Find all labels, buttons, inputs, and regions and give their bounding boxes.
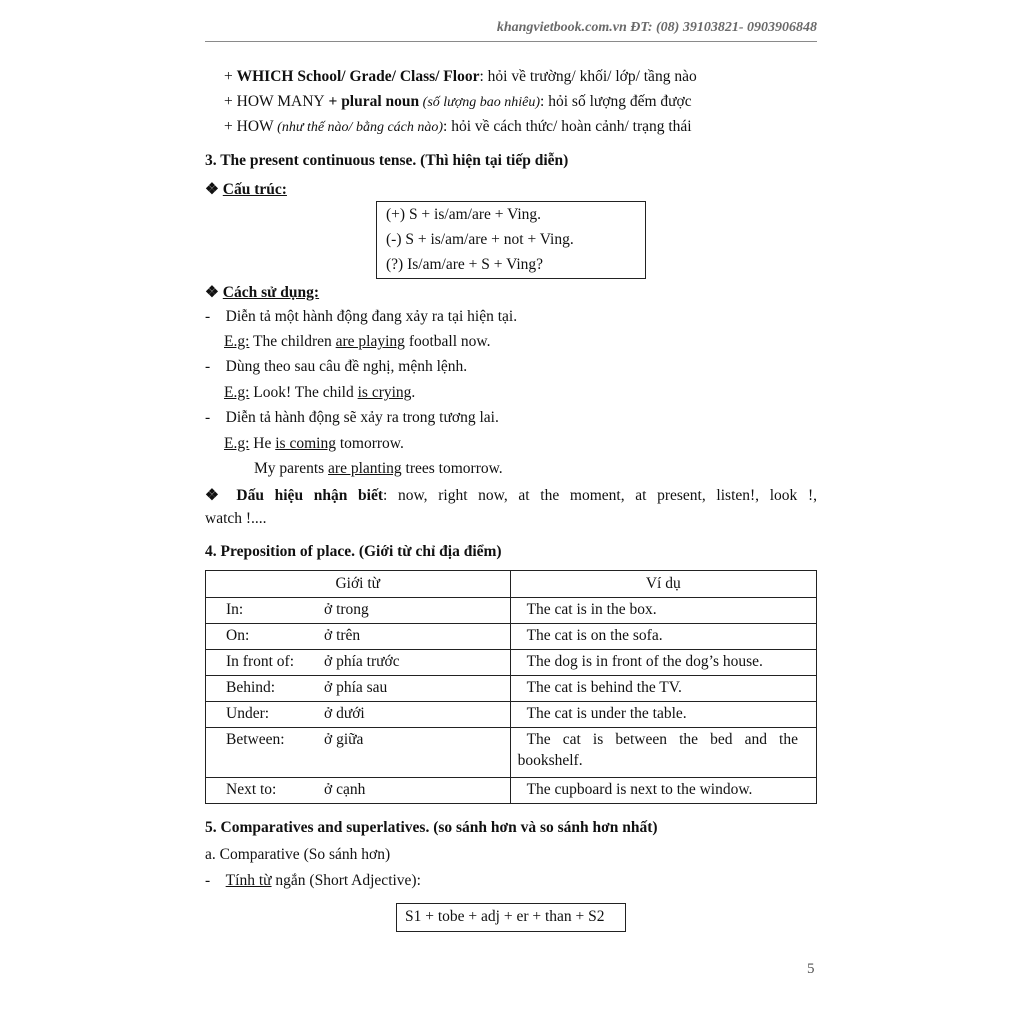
header-rule xyxy=(205,41,817,42)
comparative-subheading: a. Comparative (So sánh hơn) xyxy=(205,846,391,863)
usage-example: E.g: The children are playing football now. xyxy=(224,333,491,350)
usage-item: - Diễn tả một hành động đang xảy ra tại hiện tại. xyxy=(205,308,518,325)
signs-line: ❖ Dấu hiệu nhận biết: now, right now, at the moment, at present, listen!, look !, xyxy=(205,487,817,504)
preposition-table xyxy=(205,570,817,804)
usage-item: - Dùng theo sau câu đề nghị, mệnh lệnh. xyxy=(205,358,468,375)
table-row: In: ở trong The cat is in the box. xyxy=(206,598,817,624)
structure-label: ❖ Cấu trúc: xyxy=(205,181,287,198)
section3-title: 3. The present continuous tense. (Thì hiện tại tiếp diễn) xyxy=(205,152,569,169)
usage-label: ❖ Cách sử dụng: xyxy=(205,284,320,301)
table-row: Between: ở giữa The cat is between the bed and the bookshelf. xyxy=(206,728,817,778)
comparative-formula: S1 + tobe + adj + er + than + S2 xyxy=(405,908,605,925)
qword-how-many: + HOW MANY + plural noun (số lượng bao nhiêu): hỏi số lượng đếm được xyxy=(224,93,692,110)
qword-how: + HOW (như thế nào/ bằng cách nào): hỏi về cách thức/ hoàn cảnh/ trạng thái xyxy=(224,118,692,135)
table-row: Next to: ở cạnh The cupboard is next to the window. xyxy=(206,778,817,804)
table-row: Behind: ở phía sau The cat is behind the TV. xyxy=(206,676,817,702)
structure-formula-box xyxy=(376,201,646,279)
table-row: Under: ở dưới The cat is under the table. xyxy=(206,702,817,728)
qword-which: + WHICH School/ Grade/ Class/ Floor: hỏi về trường/ khối/ lớp/ tầng nào xyxy=(224,68,697,85)
header-preposition: Giới từ xyxy=(206,571,511,598)
diamond-bullet-icon: ❖ xyxy=(205,284,219,301)
usage-example: E.g: Look! The child is crying. xyxy=(224,384,416,401)
section5-title: 5. Comparatives and superlatives. (so sánh hơn và so sánh hơn nhất) xyxy=(205,819,658,836)
formula-negative: (-) S + is/am/are + not + Ving. xyxy=(386,231,574,248)
diamond-bullet-icon: ❖ xyxy=(205,181,219,198)
page-number: 5 xyxy=(807,961,815,977)
table-header-row xyxy=(206,571,817,598)
signs-line-2: watch !.... xyxy=(205,510,267,527)
comparative-formula-box xyxy=(396,903,626,932)
diamond-bullet-icon: ❖ xyxy=(205,487,226,504)
formula-question: (?) Is/am/are + S + Ving? xyxy=(386,256,544,273)
usage-example: E.g: He is coming tomorrow. xyxy=(224,435,404,452)
usage-example: My parents are planting trees tomorrow. xyxy=(254,460,503,477)
section4-title: 4. Preposition of place. (Giới từ chỉ địa điểm) xyxy=(205,543,502,560)
usage-item: - Diễn tả hành động sẽ xảy ra trong tương lai. xyxy=(205,409,499,426)
short-adjective-item: - Tính từ ngắn (Short Adjective): xyxy=(205,872,421,889)
table-row: On: ở trên The cat is on the sofa. xyxy=(206,624,817,650)
table-row: In front of: ở phía trước The dog is in front of the dog’s house. xyxy=(206,650,817,676)
header-example: Ví dụ xyxy=(510,571,816,598)
formula-positive: (+) S + is/am/are + Ving. xyxy=(386,206,542,223)
page-header: khangvietbook.com.vn ĐT: (08) 39103821- 0903906848 xyxy=(496,20,817,35)
